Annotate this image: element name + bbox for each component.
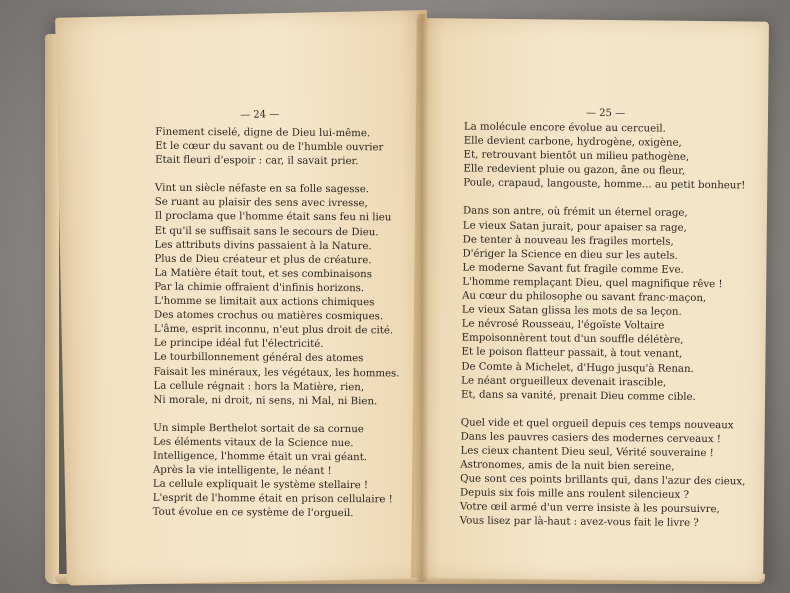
poem-line: Depuis six fois mille ans roulent silencieux ?	[459, 487, 690, 502]
poem-line: Dans son antre, où frémit un éternel orage,	[462, 205, 688, 220]
open-book	[45, 4, 770, 589]
poem-line: Par la chimie offraient d'infinis horizons.	[154, 281, 365, 295]
poem-line: Et, retrouvant bientôt un milieu pathogène,	[463, 149, 690, 164]
poem-line: Le moderne Savant fut fragile comme Eve.	[462, 262, 684, 276]
poem-line: La molécule encore évolue au cercueil.	[463, 121, 666, 135]
poem-line: Et le poison flatteur passait, à tout venant,	[461, 346, 683, 361]
poem-line: Dans les pauvres casiers des modernes cerveaux !	[460, 431, 721, 446]
poem-line: Que sont ces points brillants qui, dans l'azur des cieux,	[460, 473, 746, 488]
poem-line: L'homme se limitait aux actions chimiques	[154, 295, 375, 309]
poem-line: Le tourbillonnement général des atomes	[153, 352, 364, 365]
poem-line: Vint un siècle néfaste en sa folle sagesse.	[154, 182, 370, 196]
poem-line: Finement ciselé, digne de Dieu lui-même.	[155, 126, 371, 140]
poem-line: Plus de Dieu créateur et plus de créature.	[154, 253, 372, 266]
left-page	[55, 10, 439, 586]
poem-line: Votre œil armé d'un verre insiste à les poursuivre,	[459, 501, 720, 516]
book-spine	[415, 14, 429, 582]
poem-line: Il proclama que l'homme était sans feu ni lieu	[154, 211, 392, 224]
poem-line: D'ériger la Science en dieu sur les autels.	[462, 248, 679, 262]
poem-line: Intelligence, l'homme était un vrai géant.	[153, 450, 368, 464]
page-number: — 24 —	[240, 109, 280, 121]
poem-line: Se ruant au plaisir des sens avec ivresse,	[154, 197, 368, 210]
poem-line: Elle devient carbone, hydrogène, oxigène,	[463, 135, 682, 149]
poem-line: Et qu'il se suffisait sans le secours de Dieu.	[154, 225, 379, 238]
poem-line: Faisait les minéraux, les végétaux, les hommes.	[153, 366, 400, 379]
poem-line: Le vieux Satan glissa les mots de sa leçon.	[461, 304, 682, 318]
poem-line: Les cieux chantent Dieu seul, Vérité souveraine !	[460, 445, 714, 460]
poem-line: La cellule expliquait le système stellaire !	[152, 478, 369, 492]
poem-line: Quel vide et quel orgueil depuis ces temps nouveaux	[460, 417, 734, 432]
poem-line: Vous lisez par là-haut : avez-vous fait le livre ?	[459, 515, 699, 530]
poem-line: L'esprit de l'homme était en prison cellulaire !	[152, 492, 393, 506]
poem-line: La Matière était tout, et ses combinaisons	[154, 267, 373, 281]
poem-line: Etait fleuri d'espoir : car, il savait prier.	[155, 154, 359, 168]
poem-line: Après la vie intelligente, le néant !	[152, 464, 332, 478]
poem-line: Tout évolue en ce système de l'orgueil.	[152, 507, 354, 520]
poem-line: Le névrosé Rousseau, l'égoïste Voltaire	[461, 318, 665, 332]
poem-line: Les éléments vitaux de la Science nue.	[153, 436, 354, 449]
poem-line: Des atomes crochus ou matières cosmiques.	[154, 309, 384, 323]
poem-text-left	[153, 126, 402, 522]
poem-line: Les attributs divins passaient à la Nature.	[154, 239, 372, 252]
poem-line: L'homme remplaçant Dieu, quel magnifique rêve !	[462, 276, 723, 291]
poem-line: L'âme, esprit inconnu, n'eut plus droit de cité.	[153, 323, 394, 337]
poem-line: Et, dans sa vanité, prenait Dieu comme cible.	[461, 389, 696, 403]
poem-line: La cellule régnait : hors la Matière, rien,	[153, 380, 365, 393]
poem-line: Le néant orgueilleux devenait irascible,	[461, 375, 667, 389]
poem-line: De Comte à Michelet, d'Hugo jusqu'à Renan.	[461, 360, 694, 375]
poem-line: De tenter à nouveau les fragiles mortels,	[462, 234, 674, 248]
page-number: — 25 —	[585, 107, 626, 120]
poem-line: Au cœur du philosophe ou savant franc-maçon,	[462, 290, 707, 305]
right-page	[411, 18, 769, 582]
poem-line: Un simple Berthelot sortait de sa cornue	[153, 422, 364, 435]
poem-line: Poule, crapaud, langouste, homme... au petit bonheur!	[463, 177, 746, 192]
poem-line: Le vieux Satan jurait, pour apaiser sa rage,	[462, 220, 687, 234]
poem-line: Et le cœur du savant ou de l'humble ouvrier	[155, 140, 384, 154]
poem-line: Astronomes, amis de la nuit bien sereine,	[460, 459, 675, 473]
poem-text-right	[460, 120, 749, 531]
poem-line: Le principe idéal fut l'électricité.	[153, 338, 324, 351]
poem-line: Empoisonnèrent tout d'un souffle délétère,	[461, 332, 684, 347]
poem-line: Ni morale, ni droit, ni sens, ni Mal, ni Bien.	[153, 394, 378, 407]
poem-line: Elle redevient pluie ou gazon, âne ou fleur,	[463, 163, 686, 178]
